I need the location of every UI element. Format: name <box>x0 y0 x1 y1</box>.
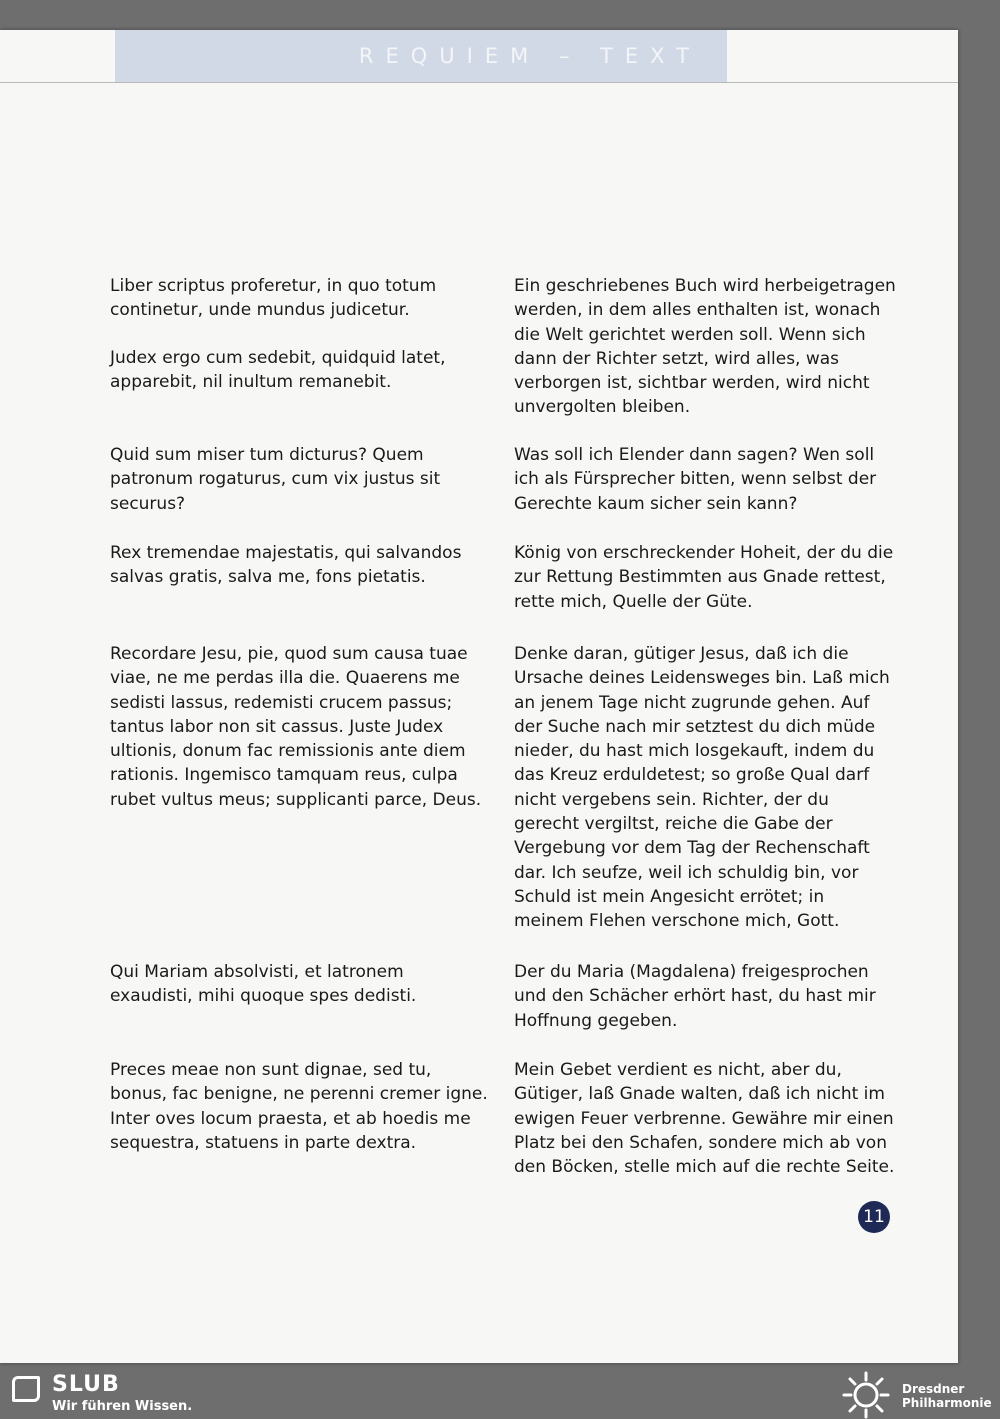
german-verse: Der du Maria (Magdalena) freigesprochen und den Schächer erhört hast, du hast mir Hoffnung gegeben. <box>514 962 876 1031</box>
latin-verse: Recordare Jesu, pie, quod sum causa tuae viae, ne me perdas illa die. Quaerens me sedisti lassus, redemisti crucem passus; tantus labor non sit cassus. Juste Judex ultionis, donum fac remissionis ante diem rationis. Ingemisco tamquam reus, culpa rubet vultus meus; supplicanti parce, Deus. <box>110 644 482 810</box>
philharmonie-logo-icon <box>842 1371 890 1419</box>
page-number-badge: 11 <box>858 1201 890 1233</box>
header-band-title: REQUIEM – TEXT <box>358 44 701 68</box>
philharmonie-name: Dresdner Philharmonie <box>902 1382 992 1410</box>
latin-verse: Qui Mariam absolvisti, et latronem exaudisti, mihi quoque spes dedisti. <box>110 962 417 1007</box>
latin-verse: Quid sum miser tum dicturus? Quem patronum rogaturus, cum vix justus sit securus? <box>110 445 441 514</box>
german-verse: Was soll ich Elender dann sagen? Wen soll ich als Fürsprecher bitten, wenn selbst der Gerechte kaum sicher sein kann? <box>514 445 877 514</box>
slub-tagline: Wir führen Wissen. <box>52 1399 193 1414</box>
latin-verse: Preces meae non sunt dignae, sed tu, bonus, fac benigne, ne perenni cremer igne. Inter oves locum praesta, et ab hoedis me sequestra, statuens in parte dextra. <box>110 1060 488 1153</box>
header-band <box>115 30 727 82</box>
document-page <box>0 30 958 1363</box>
latin-verse: Liber scriptus proferetur, in quo totum continetur, unde mundus judicetur. <box>110 276 437 321</box>
german-verse: Ein geschriebenes Buch wird herbeigetragen werden, in dem alles enthalten ist, wonach die Welt gerichtet werden soll. Wenn sich dann der Richter setzt, wird alles, was verborgen ist, sichtbar werden, wird nicht unvergolten bleiben. <box>514 276 896 418</box>
slub-logo-icon <box>12 1376 40 1402</box>
latin-verse: Rex tremendae majestatis, qui salvandos salvas gratis, salva me, fons pietatis. <box>110 543 462 588</box>
german-verse: Mein Gebet verdient es nicht, aber du, Gütiger, laß Gnade walten, daß ich nicht im ewigen Feuer verbrenne. Gewähre mir einen Platz bei den Schafen, sondere mich ab von den Böcken, stelle mich auf die rechte Seite. <box>514 1060 895 1178</box>
slub-name: SLUB <box>52 1372 120 1397</box>
top-rule <box>0 82 958 83</box>
german-verse: König von erschreckender Hoheit, der du die zur Rettung Bestimmten aus Gnade rettest, rette mich, Quelle der Güte. <box>514 543 894 612</box>
german-verse: Denke daran, gütiger Jesus, daß ich die Ursache deines Leidensweges bin. Laß mich an jenem Tage nicht zugrunde gehen. Auf der Suche nach mir setztest du dich müde nieder, du hast mich losgekauft, indem du das Kreuz erduldetest; so große Qual darf nicht vergebens sein. Richter, der du gerecht vergiltst, reiche die Gabe der Vergebung vor dem Tag der Rechenschaft dar. Ich seufze, weil ich schuldig bin, vor Schuld ist mein Angesicht errötet; in meinem Flehen verschone mich, Gott. <box>514 644 890 932</box>
footer-bar <box>0 1368 1000 1418</box>
latin-verse: Judex ergo cum sedebit, quidquid latet, apparebit, nil inultum remanebit. <box>110 348 446 393</box>
